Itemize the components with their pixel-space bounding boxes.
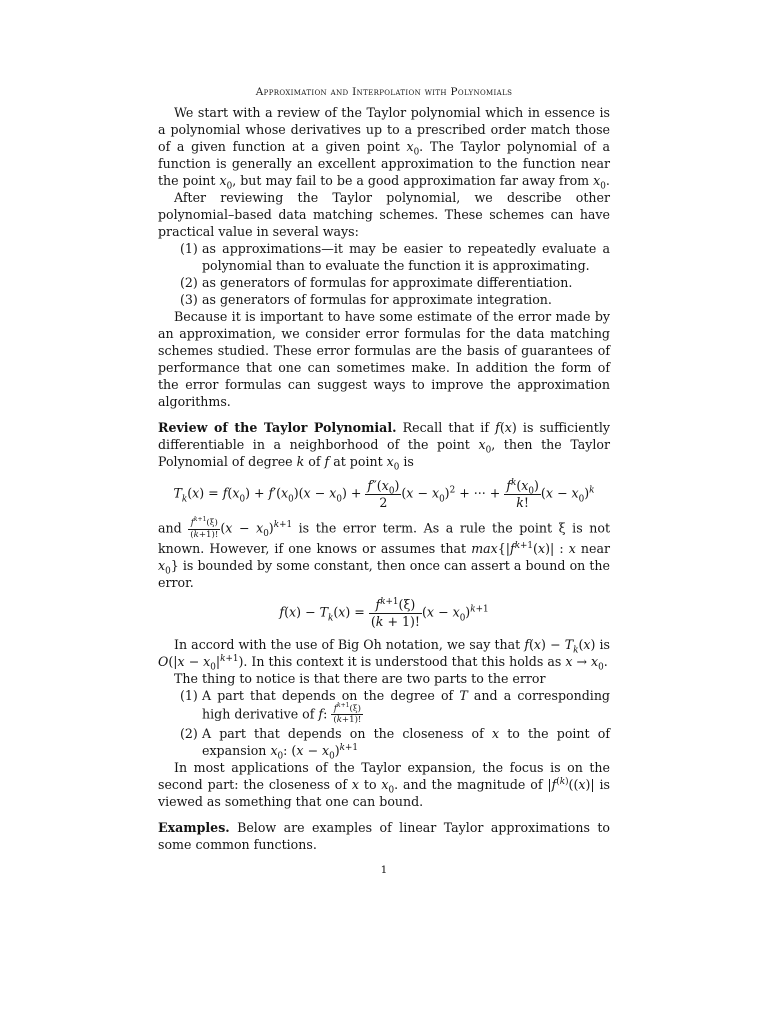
remainder-equation: $f(x) - T_k(x)$ = $\frac{f^{k+1}(\xi)}{(k + 1)!}$ $(x - x_0)^{k+1}$: [279, 596, 489, 629]
page-number: 1: [380, 864, 388, 877]
uses-list: [158, 240, 610, 308]
error-parts-list: [158, 687, 610, 760]
overview-paragraph: After reviewing the Taylor polynomial, we describe other polynomial–based data matching schemes. These schemes can have practical value in several ways:: [158, 190, 610, 239]
section-heading: Review of the Taylor Polynomial.: [158, 420, 397, 435]
error-term-paragraph: and $\frac{f^{k+1}(\xi)}{(k+1)!}$ $(x - x_0)^{k+1}$ is the error term. As a rule the point ξ is not known. However, if one knows or assumes that $\max\{|f^{k+1}(x)|$ : x near $x_0$} is bounded by some constant, then once can assert a bound on the error.: [158, 516, 611, 591]
page-title: Approximation and Interpolation with Polynomials: [255, 86, 513, 98]
section-heading: Examples.: [158, 820, 230, 836]
list-item: (2) A part that depends on the closeness of x to the point of expansion $x_0$: $(x - x_0)^{k+1}$: [180, 726, 610, 762]
applications-paragraph: In most applications of the Taylor expansion, the focus is on the second part: the closeness of x to $x_0$. and the magnitude of $|f^{(k)}((x)|$ is viewed as something that one can bound.: [158, 760, 610, 810]
examples-paragraph: Examples. Below are examples of linear Taylor approximations to some common functions.: [158, 820, 610, 853]
list-item: (1) A part that depends on the degree of T and a corresponding high derivative of f: $\frac{f^{k+1}(\xi)}{(k+1)!}$: [180, 687, 610, 725]
page: [158, 84, 610, 879]
taylor-review-paragraph: Review of the Taylor Polynomial. Recall that if f(x) is sufficiently differentiable in a neighborhood of the point $x_0$, then the Taylor Polynomial of degree k of f at point $x_0$ is: [158, 420, 610, 473]
list-item: (2) as generators of formulas for approximate differentiation.: [180, 275, 573, 290]
list-item: (1) as approximations—it may be easier to repeatedly evaluate a polynomial than to evaluate the function it is approximating.: [180, 241, 610, 273]
big-oh-paragraph: In accord with the use of Big Oh notation, we say that $f(x) - T_k(x)$ is $O(|x - x_0|^{k+1})$. In this context it is understood that this holds as $x \to x_0$.: [158, 636, 610, 673]
intro-paragraph: We start with a review of the Taylor polynomial which in essence is a polynomial whose derivatives up to a prescribed order match those of a given function at a given point $x_0$. The Taylor polynomial of a function is generally an excellent approximation to the function near the point $x_0$, but may fail to be a good approximation far away from $x_0$.: [158, 105, 610, 192]
list-item: (3) as generators of formulas for approximate integration.: [180, 292, 552, 307]
error-paragraph: Because it is important to have some estimate of the error made by an approximation, we consider error formulas for the data matching schemes studied. These error formulas are the basis of guarantees of performance that one can sometimes make. In addition the form of the error formulas can suggest ways to improve the approximation algorithms.: [158, 309, 610, 409]
two-parts-paragraph: The thing to notice is that there are two parts to the error: [174, 670, 546, 686]
taylor-polynomial-equation: $T_k(x) = f(x_0) + f'(x_0)(x - x_0)$ + $\frac{f''(x_0)}{2}$ $(x - x_0)^2$ + ··· + $\frac{f^k(x_0)}{k!}$ $(x - x_0)^k$: [173, 477, 595, 510]
